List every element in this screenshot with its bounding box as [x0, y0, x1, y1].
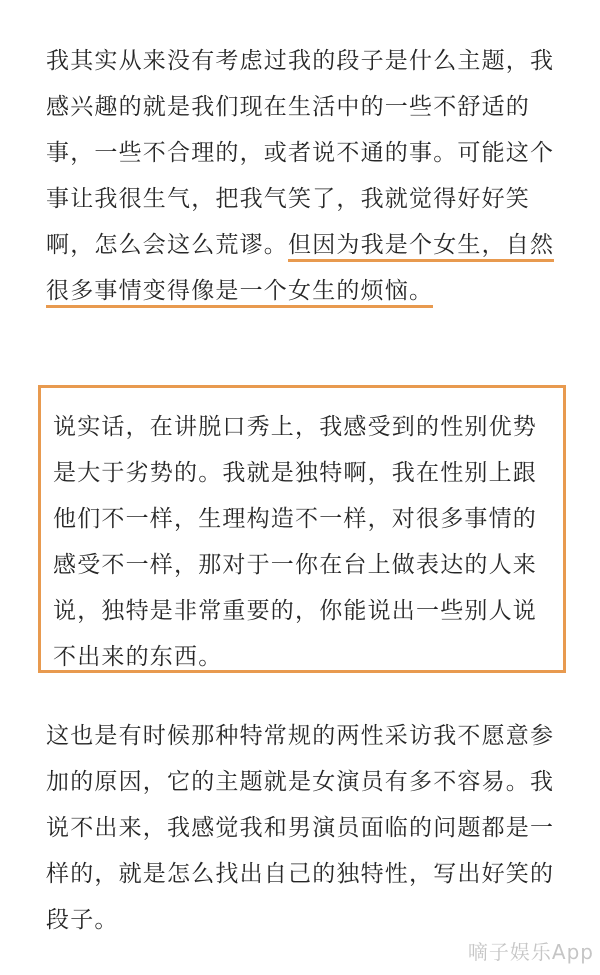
- watermark: 嘀子娱乐App: [467, 940, 594, 964]
- paragraph-conclusion: 这也是有时候那种特常规的两性采访我不愿意参加的原因，它的主题就是女演员有多不容易。我说不出来，我感觉我和男演员面临的问题都是一样的，就是怎么找出自己的独特性，写出好笑的段子。: [46, 723, 555, 933]
- quote-text: 说实话，在讲脱口秀上，我感受到的性别优势是大于劣势的。我就是独特啊，我在性别上跟他们不一样，生理构造不一样，对很多事情的感受不一样，那对于一你在台上做表达的人来说，独特是非常重要的，你能说出一些别人说不出来的东西。: [53, 414, 537, 670]
- highlight-phrase-1: 但因为我是个女生，自然: [288, 232, 554, 262]
- highlight-phrase-2: 很多事情变得像是一个女生的烦恼。: [46, 278, 433, 308]
- paragraph-intro-text: 我其实从来没有考虑过我的段子是什么主题，我感兴趣的就是我们现在生活中的一些不舒适的事，一些不合理的，或者说不通的事。可能这个事让我很生气，把我气笑了，我就觉得好好笑啊，怎么会这么荒谬。: [46, 48, 555, 258]
- paragraph-intro: [46, 38, 566, 314]
- quote-box: [38, 385, 566, 673]
